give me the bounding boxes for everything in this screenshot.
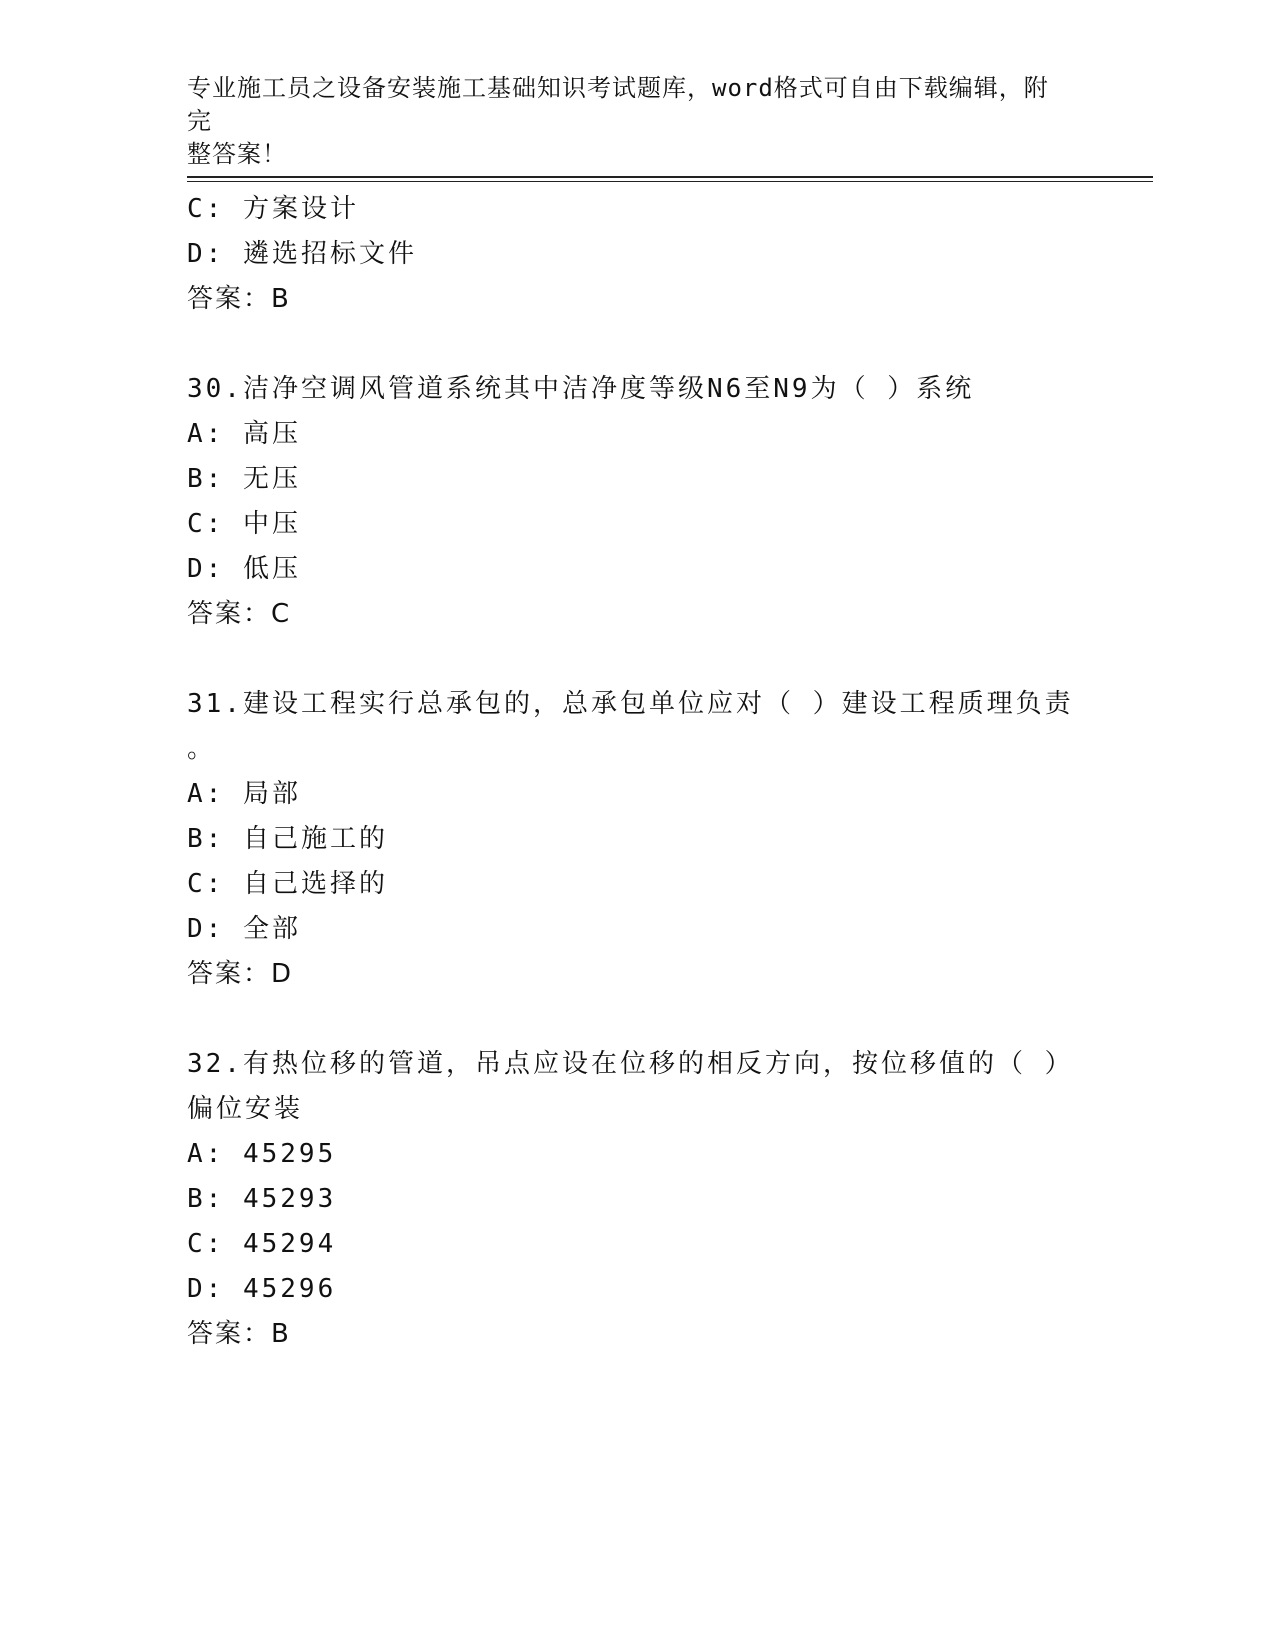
- document-header: [187, 72, 1067, 171]
- q31-option-c: C: 自己选择的: [187, 869, 388, 899]
- q30-answer: 答案：C: [187, 599, 292, 629]
- q32-stem-line-1: 32.有热位移的管道，吊点应设在位移的相反方向，按位移值的（ ）: [187, 1049, 1074, 1079]
- q30-option-b: B: 无压: [187, 464, 301, 494]
- q32-option-c: C: 45294: [187, 1229, 337, 1259]
- header-divider-thick: [187, 176, 1153, 178]
- q29-answer: 答案：B: [187, 284, 291, 314]
- q30-option-d: D: 低压: [187, 554, 301, 584]
- q31-option-b: B: 自己施工的: [187, 824, 388, 854]
- q31-option-d: D: 全部: [187, 914, 301, 944]
- q32-option-b: B: 45293: [187, 1184, 337, 1214]
- header-divider-thin: [187, 181, 1153, 182]
- q32-stem-line-2: 偏位安装: [187, 1094, 304, 1124]
- header-line-2: 整答案！: [187, 140, 287, 168]
- header-line-1: 专业施工员之设备安装施工基础知识考试题库，word格式可自由下载编辑，附完: [187, 74, 1049, 135]
- q32-option-d: D: 45296: [187, 1274, 337, 1304]
- q30-option-a: A: 高压: [187, 419, 301, 449]
- q30-option-c: C: 中压: [187, 509, 301, 539]
- q30-stem: 30.洁净空调风管道系统其中洁净度等级N6至N9为（ ）系统: [187, 374, 975, 404]
- q31-option-a: A: 局部: [187, 779, 301, 809]
- q29-option-d: D: 遴选招标文件: [187, 239, 417, 269]
- q29-option-c: C: 方案设计: [187, 194, 359, 224]
- q32-answer: 答案：B: [187, 1319, 291, 1349]
- q32-option-a: A: 45295: [187, 1139, 337, 1169]
- q31-stem-line-2: 。: [187, 734, 217, 764]
- q31-answer: 答案：D: [187, 959, 294, 989]
- q31-stem-line-1: 31.建设工程实行总承包的，总承包单位应对（ ）建设工程质理负责: [187, 689, 1074, 719]
